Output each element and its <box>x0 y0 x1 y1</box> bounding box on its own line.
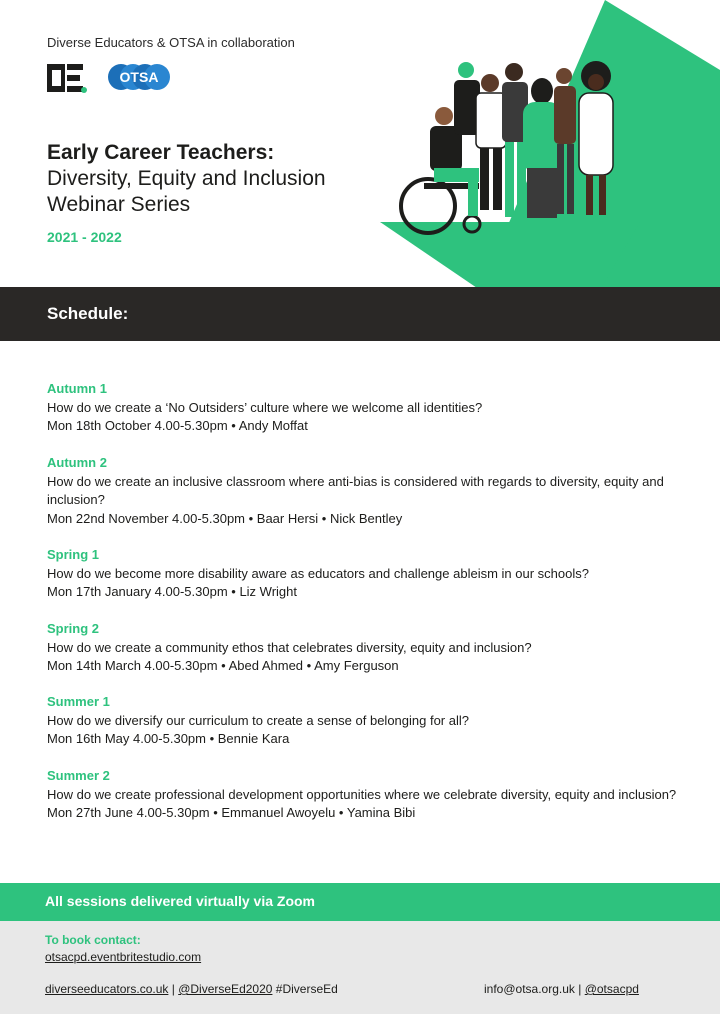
session-item <box>47 546 687 602</box>
zoom-note: All sessions delivered virtually via Zoom <box>45 893 315 909</box>
title-line-1: Early Career Teachers: <box>47 141 275 164</box>
email-link[interactable]: info@otsa.org.uk <box>484 982 575 996</box>
title-line-3: Webinar Series <box>47 193 191 216</box>
diverse-educators-logo <box>47 62 87 94</box>
session-item <box>47 767 687 823</box>
session-details: Mon 18th October 4.00-5.30pm • Andy Moffat <box>47 418 308 433</box>
session-term: Summer 1 <box>47 694 110 709</box>
session-details: Mon 22nd November 4.00-5.30pm • Baar Hersi • Nick Bentley <box>47 510 403 526</box>
twitter-link-diverseed[interactable]: @DiverseEd2020 <box>178 982 273 996</box>
session-details: Mon 27th June 4.00-5.30pm • Emmanuel Awoyelu • Yamina Bibi <box>47 805 416 820</box>
session-details: Mon 16th May 4.00-5.30pm • Bennie Kara <box>47 731 290 746</box>
otsa-logo <box>107 60 171 94</box>
collaboration-text: Diverse Educators & OTSA in collaboration <box>47 35 295 50</box>
footer-links-left <box>45 982 338 996</box>
session-item <box>47 620 687 676</box>
session-term: Summer 2 <box>47 768 110 783</box>
session-question: How do we create professional development opportunities where we celebrate diversity, equity and inclusion? <box>47 786 677 802</box>
session-question: How do we become more disability aware as educators and challenge ableism in our schools? <box>47 565 589 581</box>
session-question: How do we diversify our curriculum to create a sense of belonging for all? <box>47 712 469 728</box>
footer <box>0 921 720 1014</box>
session-question: How do we create a ‘No Outsiders’ culture where we welcome all identities? <box>47 399 483 415</box>
website-link[interactable]: diverseeducators.co.uk <box>45 982 169 996</box>
session-question: How do we create an inclusive classroom where anti-bias is considered with regards to diversity, equity and inclusion? <box>47 473 664 507</box>
session-item <box>47 380 687 436</box>
session-details: Mon 17th January 4.00-5.30pm • Liz Wright <box>47 584 297 599</box>
footer-links-right <box>484 982 639 996</box>
session-term: Spring 1 <box>47 547 100 562</box>
session-term: Autumn 2 <box>47 455 107 470</box>
twitter-link-otsacpd[interactable]: @otsacpd <box>584 982 639 996</box>
schedule-header-bar <box>0 287 720 341</box>
session-term: Spring 2 <box>47 621 100 636</box>
booking-link[interactable]: otsacpd.eventbritestudio.com <box>45 950 202 964</box>
schedule-heading: Schedule: <box>47 304 129 323</box>
otsa-logo-text: OTSA <box>119 69 159 85</box>
title-line-2: Diversity, Equity and Inclusion <box>47 167 326 190</box>
separator: | <box>168 982 179 996</box>
session-details: Mon 14th March 4.00-5.30pm • Abed Ahmed • Amy Ferguson <box>47 658 399 673</box>
people-illustration <box>394 58 634 238</box>
zoom-banner <box>0 883 720 921</box>
series-years: 2021 - 2022 <box>47 229 122 245</box>
session-question: How do we create a community ethos that celebrates diversity, equity and inclusion? <box>47 639 532 655</box>
page-title <box>47 140 326 218</box>
session-term: Autumn 1 <box>47 381 107 396</box>
book-contact-label: To book contact: <box>45 933 141 947</box>
session-item <box>47 693 687 749</box>
separator: | <box>574 982 585 996</box>
hashtag-text: #DiverseEd <box>272 982 338 996</box>
session-item <box>47 454 687 528</box>
